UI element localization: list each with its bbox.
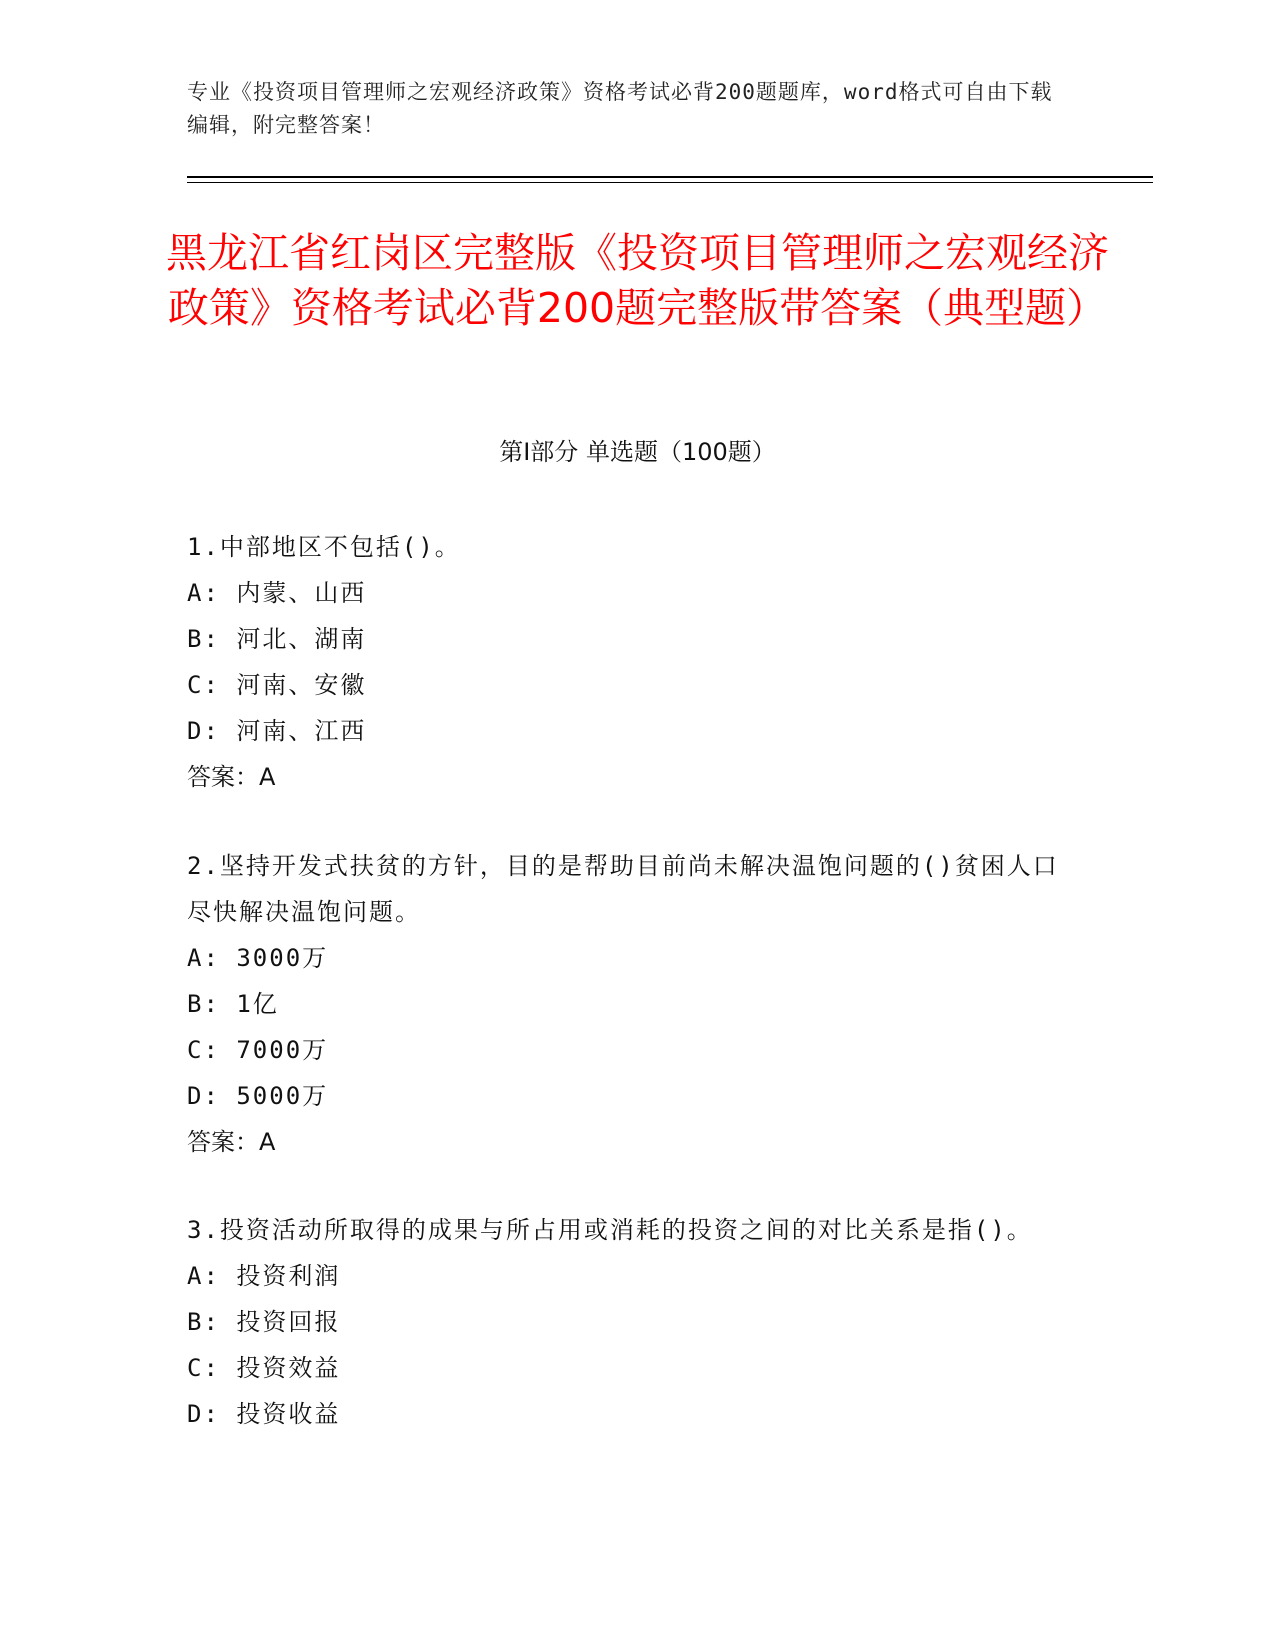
section-title: 第I部分 单选题（100题） bbox=[499, 438, 776, 466]
option-d: D: 5000万 bbox=[187, 1082, 329, 1110]
question-stem: 1.中部地区不包括()。 bbox=[187, 533, 461, 561]
question-stem: 2.坚持开发式扶贫的方针，目的是帮助目前尚未解决温饱问题的()贫困人口尽快解决温饱问题。 bbox=[187, 852, 1059, 926]
option-d: D: 投资收益 bbox=[187, 1400, 341, 1428]
question-1 bbox=[187, 524, 1067, 800]
question-stem: 3.投资活动所取得的成果与所占用或消耗的投资之间的对比关系是指()。 bbox=[187, 1216, 1033, 1244]
option-d: D: 河南、江西 bbox=[187, 717, 367, 745]
header-divider-thin bbox=[187, 182, 1153, 183]
option-b: B: 1亿 bbox=[187, 990, 279, 1018]
option-b: B: 投资回报 bbox=[187, 1308, 341, 1336]
option-c: C: 投资效益 bbox=[187, 1354, 341, 1382]
option-c: C: 7000万 bbox=[187, 1036, 329, 1064]
answer: 答案：A bbox=[187, 763, 276, 791]
answer: 答案：A bbox=[187, 1128, 276, 1156]
document-title: 黑龙江省红岗区完整版《投资项目管理师之宏观经济政策》资格考试必背200题完整版带答案（典型题） bbox=[166, 229, 1109, 332]
option-a: A: 3000万 bbox=[187, 944, 329, 972]
option-a: A: 内蒙、山西 bbox=[187, 579, 367, 607]
header-note: 专业《投资项目管理师之宏观经济政策》资格考试必背200题题库，word格式可自由下载编辑，附完整答案！ bbox=[187, 80, 1053, 137]
question-2 bbox=[187, 843, 1067, 1165]
question-3 bbox=[187, 1207, 1067, 1437]
header-divider-thick bbox=[187, 176, 1153, 178]
option-a: A: 投资利润 bbox=[187, 1262, 341, 1290]
option-b: B: 河北、湖南 bbox=[187, 625, 367, 653]
option-c: C: 河南、安徽 bbox=[187, 671, 367, 699]
